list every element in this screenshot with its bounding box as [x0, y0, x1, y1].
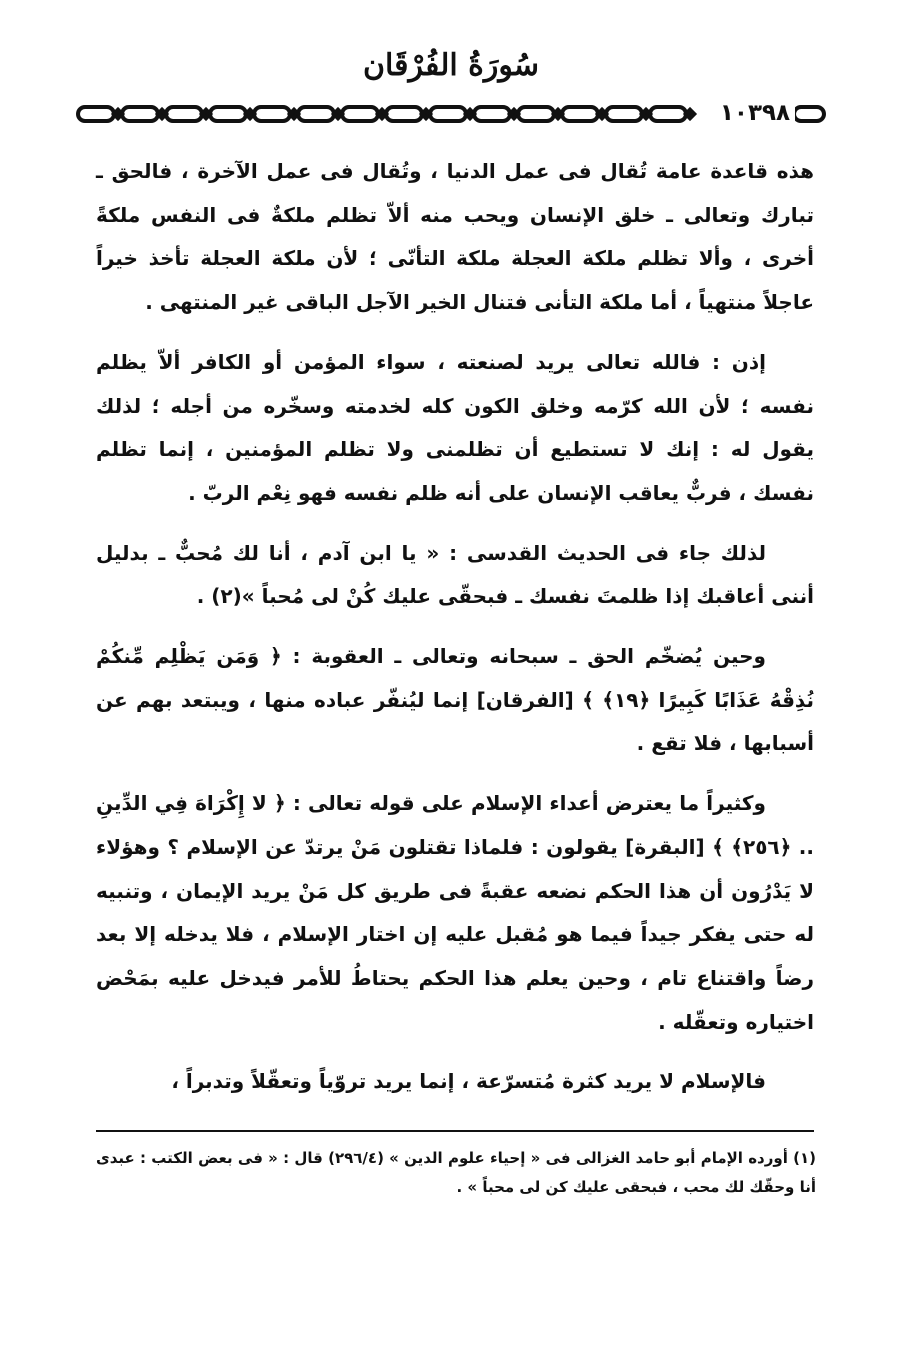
- paragraph: هذه قاعدة عامة تُقال فى عمل الدنيا ، وتُقال فى عمل الآخرة ، فالحق ـ تبارك وتعالى ـ خلق الإنسان ويحب منه ألاّ تظلم ملكةٌ فى النفس ملكةً أخرى ، وألا تظلم ملكة العجلة ملكة التأنّى ؛ لأن ملكة العجلة تأخذ خيراً عاجلاً منتهياً ، أما ملكة التأنى فتنال الخير الآجل الباقى غير المنتهى .: [96, 159, 814, 315]
- chain-link: [474, 107, 510, 121]
- paragraph: لذلك جاء فى الحديث القدسى : « يا ابن آدم ، أنا لك مُحبٌّ ـ بدليل أننى أعاقبك إذا ظلمتَ نفسك ـ فبحقّى عليك كُنْ لى مُحباً »(٢) .: [96, 540, 814, 609]
- chain-link: [254, 107, 290, 121]
- paragraph: فالإسلام لا يريد كثرة مُتسرّعة ، إنما يريد تروّياً وتعقّلاً وتدبراً ،: [171, 1069, 766, 1094]
- paragraph: وحين يُضخّم الحق ـ سبحانه وتعالى ـ العقوبة : ﴿ وَمَن يَظْلِم مِّنكُمْ نُذِقْهُ عَذَابًا كَبِيرًا ﴿١٩﴾ ﴾ [الفرقان] إنما ليُنفّر عباده منها ، ويبتعد بهم عن أسبابها ، فلا تقع .: [96, 644, 814, 756]
- chain-link: [78, 107, 114, 121]
- footnote-divider: [96, 1130, 814, 1132]
- surah-title: سُورَةُ الفُرْقَان: [362, 48, 539, 83]
- chain-link: [210, 107, 246, 121]
- chain-link: [166, 107, 202, 121]
- main-text: [96, 150, 814, 1120]
- footnote: (١) أورده الإمام أبو حامد الغزالى فى « إحياء علوم الدين » (٢٩٦/٤) قال : « فى بعض الكتب : عبدى أنا وحقّك لك محب ، فبحقى عليك كن لى محباً » .: [96, 1149, 816, 1196]
- footnotes: [96, 1144, 816, 1202]
- chain-link: [650, 107, 686, 121]
- paragraph: إذن : فالله تعالى يريد لصنعته ، سواء المؤمن أو الكافر ألاّ يظلم نفسه ؛ لأن الله كرّمه وخلق الكون كله لخدمته وسخّره من أجله ؛ لذلك يقول له : إنك لا تستطيع أن تظلمنى ولا تظلم المؤمنين ، إنما تظلم نفسك ، فربٌّ يعاقب الإنسان على أنه ظلم نفسه فهو نِعْم الربّ .: [96, 349, 814, 505]
- chain-link: [562, 107, 598, 121]
- chain-link: [122, 107, 158, 121]
- chain-link: [518, 107, 554, 121]
- paragraph: وكثيراً ما يعترض أعداء الإسلام على قوله تعالى : ﴿ لا إِكْرَاهَ فِي الدِّينِ .. ﴿٢٥٦﴾ ﴾ [البقرة] يقولون : فلماذا تقتلون مَنْ يرتدّ عن الإسلام ؟ وهؤلاء لا يَدْرُون أن هذا الحكم نضعه عقبةً فى طريق كل مَنْ يريد الإيمان ، وتنبيه له حتى يفكر جيداً فيما هو مُقبل عليه إن اختار الإسلام ، فلا يدخله إلا بعد رضاً واقتناع تام ، وحين يعلم هذا الحكم يحتاطُ للأمر فيدخل عليه بمَحْض اختياره وتعقّله .: [96, 791, 814, 1034]
- chain-link: [606, 107, 642, 121]
- chain-link: [342, 107, 378, 121]
- chain-diamond: [686, 110, 694, 118]
- chain-end-link: [794, 107, 824, 121]
- chain-link: [430, 107, 466, 121]
- chain-link: [298, 107, 334, 121]
- chain-link: [386, 107, 422, 121]
- page-number: ١٠٣٩٨: [715, 99, 795, 127]
